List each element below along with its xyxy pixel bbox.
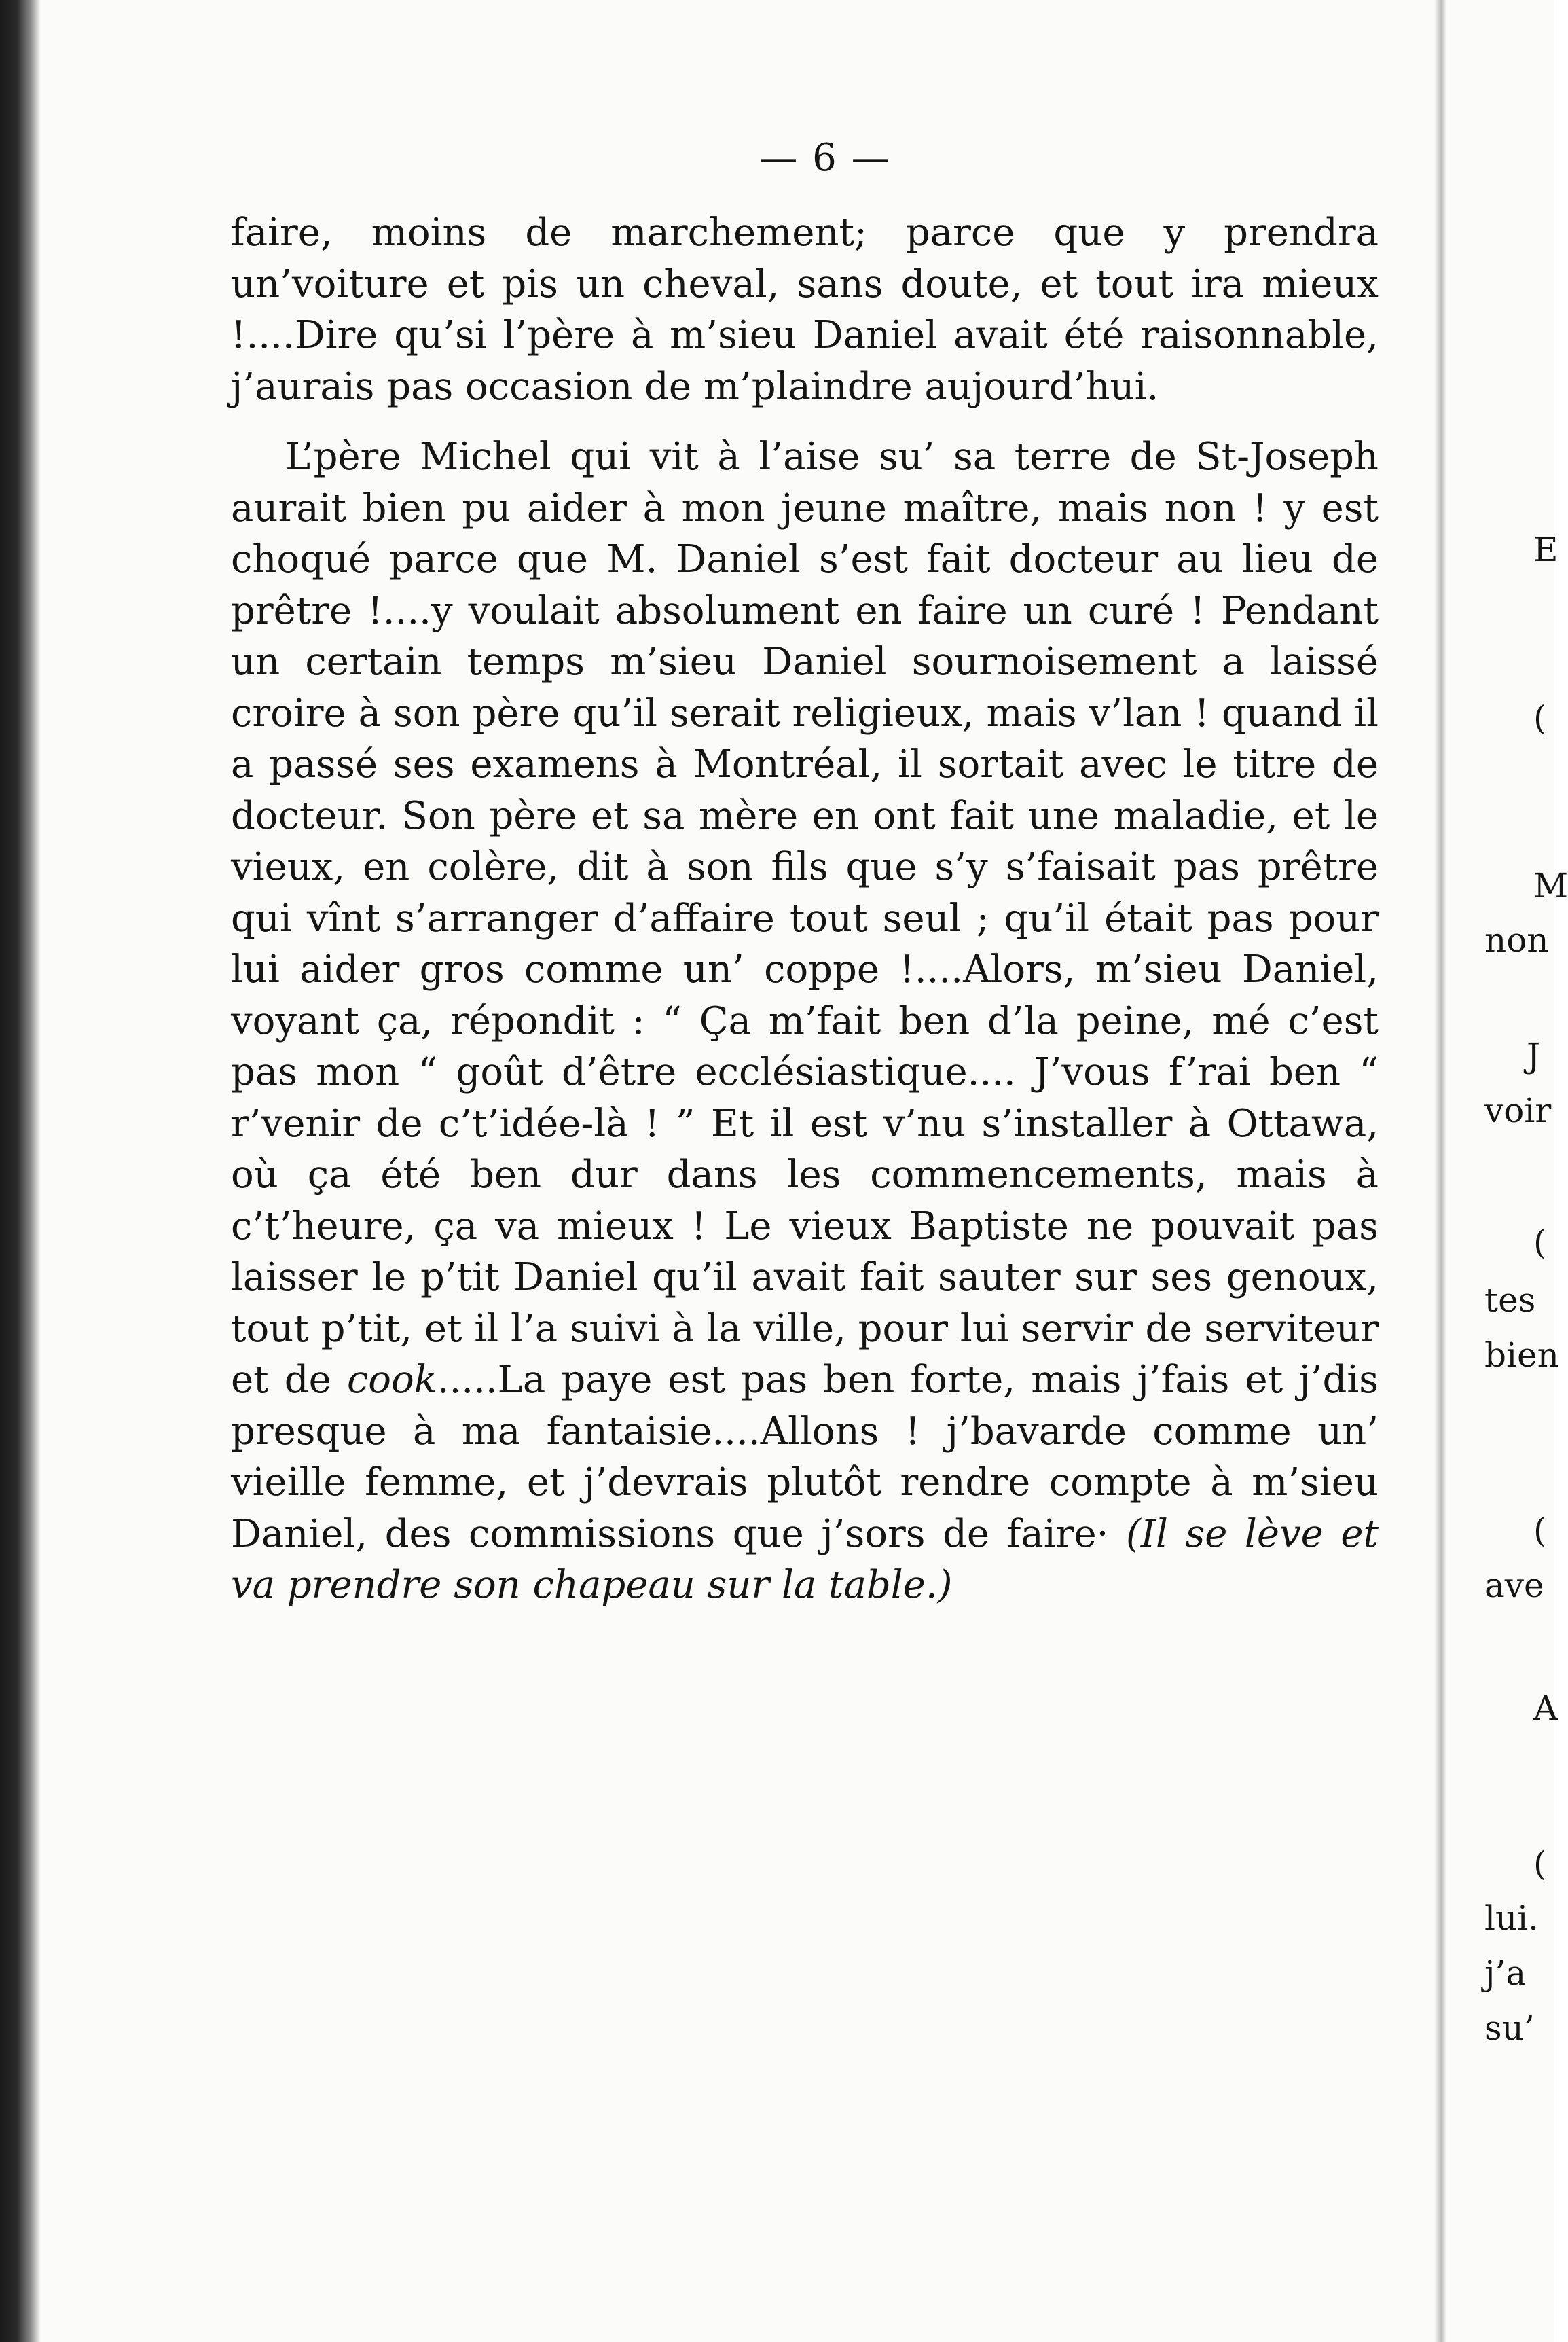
paragraph-1-text: faire, moins de marchement; parce que y prendra un’voiture et pis un cheval, sans doute, et tout ira mieux !....Dire qu’si l’père à m’sieu Daniel avait été raisonnable, j’aurais pas occasion de m’plaindre aujourd’hui. — [231, 211, 1379, 409]
paragraph-2 — [231, 431, 1379, 1611]
fragment: j’a — [1484, 1953, 1527, 1993]
fragment: ave — [1484, 1566, 1544, 1605]
book-gutter — [1434, 0, 1446, 2342]
stage-direction: (Il se lève et va prendre son chapeau sur la table.) — [231, 1511, 1379, 1607]
fragment: ( — [1533, 1511, 1547, 1550]
paragraph-1 — [231, 207, 1379, 412]
fragment: M — [1533, 866, 1568, 905]
fragment: bien — [1484, 1335, 1559, 1375]
fragment: E — [1533, 530, 1558, 569]
paragraph-2-continuation: .....La paye est pas ben forte, mais j’fais et j’dis presque à ma fantaisie....Allons ! j’bavarde comme un’ vieille femme, et j’devrais plutôt rendre compte à m’sieu Daniel, des commissions que j’sors de faire· — [231, 1358, 1379, 1556]
fragment: tes — [1484, 1280, 1536, 1320]
main-text-column — [231, 136, 1379, 1611]
page-number: — 6 — — [759, 136, 891, 180]
paragraph-2-text: L’père Michel qui vit à l’aise su’ sa terre de St-Joseph aurait bien pu aider à mon jeune maître, mais non ! y est choqué parce que M. Daniel s’est fait docteur au lieu de prêtre !....y voulait absolument en faire un curé ! Pendant un certain temps m’sieu Daniel sournoisement a laissé croire à son père qu’il serait religieux, mais v’lan ! quand il a passé ses examens à Montréal, il sortait avec le titre de docteur. Son père et sa mère en ont fait une maladie, et le vieux, en colère, dit à son fils que s’y s’faisait pas prêtre qui vînt s’arranger d’affaire tout seul ; qu’il était pas pour lui aider gros comme un’ coppe !....Alors, m’sieu Daniel, voyant ça, répondit : “ Ça m’fait ben d’la peine, mé c’est pas mon “ goût d’être ecclésiastique.... J’vous f’rai ben “ r’venir de c’t’idée-là ! ” Et il est v’nu s’installer à Ottawa, où ça été ben dur dans les commencements, mais à c’t’heure, ça va mieux ! Le vieux Baptiste ne pouvait pas laisser le p’tit Daniel qu’il avait fait sauter sur ses genoux, tout p’tit, et il l’a suivi à la ville, pour lui servir de serviteur et de — [231, 435, 1379, 1402]
adjacent-page-fragments — [1453, 0, 1568, 2342]
fragment: J — [1527, 1036, 1541, 1075]
fragment: A — [1533, 1689, 1558, 1728]
fragment: non — [1484, 920, 1549, 960]
fragment: voir — [1484, 1091, 1552, 1130]
italic-word-cook: cook — [346, 1358, 437, 1402]
fragment: ( — [1533, 1844, 1547, 1884]
fragment: ( — [1533, 1223, 1547, 1262]
fragment: ( — [1533, 698, 1547, 738]
scan-left-edge — [0, 0, 41, 2342]
fragment: su’ — [1484, 2008, 1535, 2048]
fragment: lui. — [1484, 1898, 1539, 1938]
